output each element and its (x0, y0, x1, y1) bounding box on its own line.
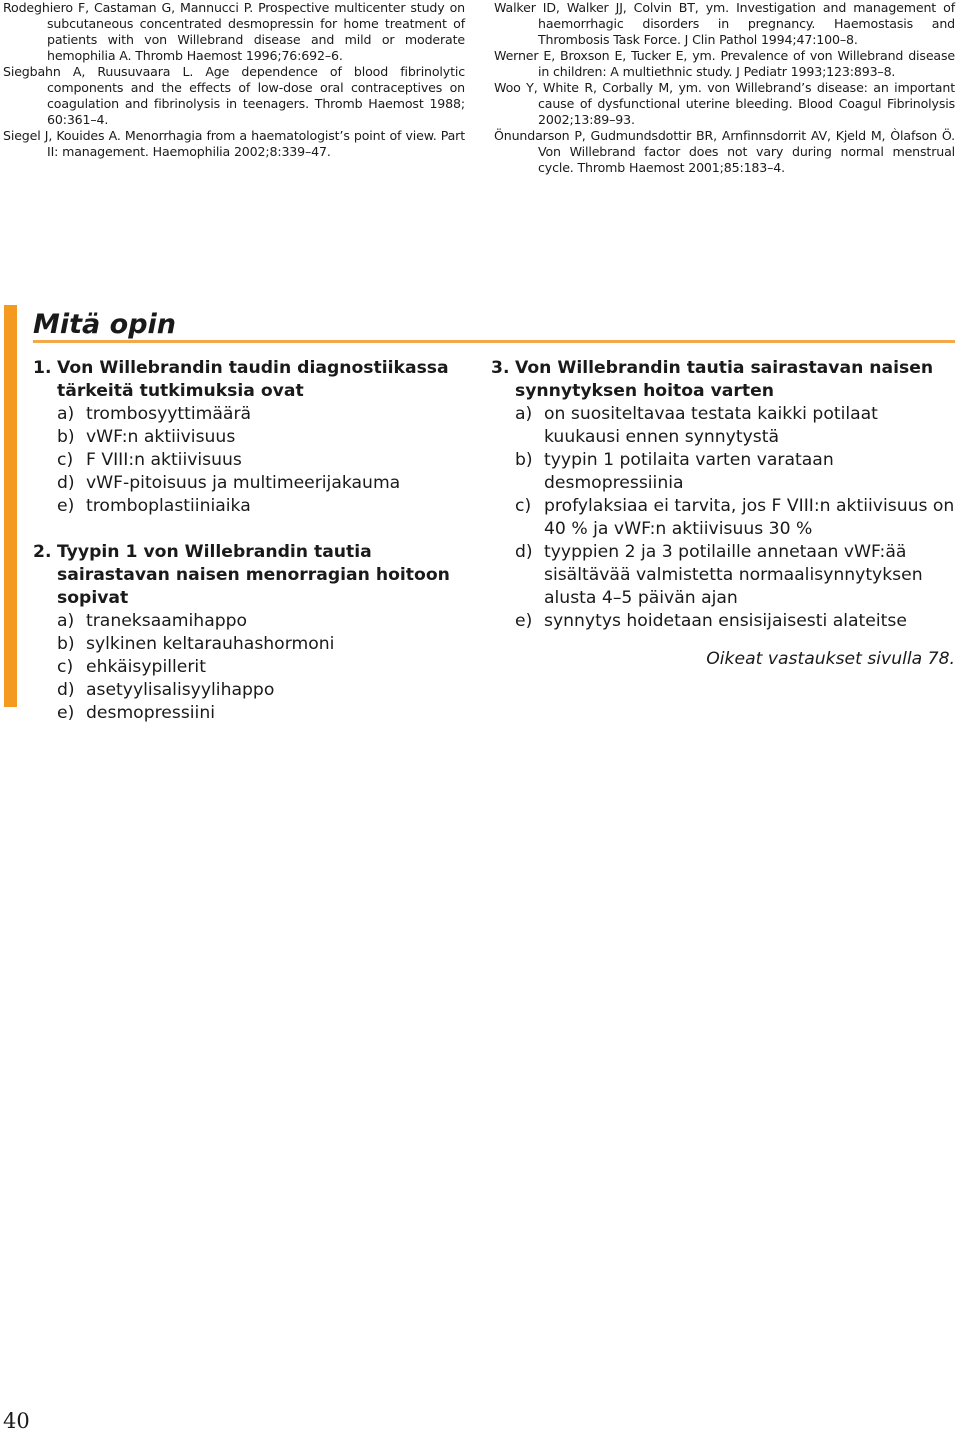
option-text: ehkäisypillerit (86, 657, 206, 677)
question-label: Von Willebrandin taudin diagnostiikassa tärkeitä tutkimuksia ovat (57, 358, 449, 401)
option-text: traneksaamihappo (86, 611, 248, 631)
question-text (33, 357, 463, 403)
quiz-question (33, 357, 463, 518)
quiz-left-column (33, 357, 463, 748)
option-text: on suositeltavaa testata kaikki potilaat kuukausi ennen synnytystä (544, 404, 878, 447)
option-letter: c) (515, 496, 532, 516)
quiz-question (491, 357, 955, 633)
page-number: 40 (3, 1409, 30, 1433)
option-text: desmopressiini (86, 703, 215, 723)
answer-option (491, 495, 955, 541)
answer-option (491, 449, 955, 495)
title-divider (33, 340, 955, 343)
box-title: Mitä opin (33, 309, 177, 340)
answer-option (33, 472, 463, 495)
answers-note: Oikeat vastaukset sivulla 78. (706, 649, 955, 669)
option-text: tromboplastiiniaika (86, 496, 251, 516)
answer-option (491, 541, 955, 610)
answer-option (33, 449, 463, 472)
option-text: vWF:n aktiivisuus (86, 427, 236, 447)
reference-item: Werner E, Broxson E, Tucker E, ym. Prevalence of von Willebrand disease in children: A multiethnic study. J Pediatr 1993;123:893–8. (494, 48, 955, 79)
option-letter: a) (57, 611, 75, 631)
option-text: trombosyyttimäärä (86, 404, 252, 424)
answer-option (33, 702, 463, 725)
answer-option (33, 633, 463, 656)
reference-item: Walker ID, Walker JJ, Colvin BT, ym. Investigation and management of haemorrhagic disorders in pregnancy. Haemostasis and Thrombosis Task Force. J Clin Pathol 1994;47:100–8. (494, 0, 955, 47)
question-number: 3. (491, 358, 510, 378)
option-letter: e) (57, 703, 75, 723)
option-letter: d) (515, 542, 533, 562)
question-text (491, 357, 955, 403)
quiz-right-column (491, 357, 955, 671)
option-letter: c) (57, 450, 74, 470)
answer-option (491, 610, 955, 633)
reference-item: Siegbahn A, Ruusuvaara L. Age dependence of blood fibrinolytic components and the effects of low-dose oral contraceptives on coagulation and fibrinolysis in teenagers. Thromb Haemost 1988; 60:361–4. (3, 64, 465, 127)
option-letter: b) (57, 427, 75, 447)
option-letter: a) (57, 404, 75, 424)
option-letter: d) (57, 473, 75, 493)
references-left-column (3, 0, 465, 160)
option-letter: e) (57, 496, 75, 516)
answer-option (33, 679, 463, 702)
answer-option (491, 403, 955, 449)
option-letter: b) (515, 450, 533, 470)
question-text (33, 541, 463, 610)
quiz-question (33, 541, 463, 725)
question-number: 2. (33, 542, 52, 562)
answer-option (33, 403, 463, 426)
reference-item: Rodeghiero F, Castaman G, Mannucci P. Prospective multicenter study on subcutaneous concentrated desmopressin for home treatment of patients with von Willebrand disease and mild or moderate hemophilia A. Thromb Haemost 1996;76:692–6. (3, 0, 465, 63)
option-text: sylkinen keltarauhashormoni (86, 634, 335, 654)
option-letter: b) (57, 634, 75, 654)
option-text: asetyylisalisyylihappo (86, 680, 275, 700)
references-right-column (494, 0, 955, 176)
answer-option (33, 610, 463, 633)
answer-option (33, 426, 463, 449)
box-accent-bar (4, 305, 17, 707)
question-label: Tyypin 1 von Willebrandin tautia sairastavan naisen menorragian hoitoon sopivat (57, 542, 450, 608)
reference-item: Önundarson P, Gudmundsdottir BR, Arnfinnsdorrit AV, Kjeld M, Òlafson Ö. Von Willebrand factor does not vary during normal menstrual cycle. Thromb Haemost 2001;85:183–4. (494, 128, 955, 175)
option-text: tyypin 1 potilaita varten varataan desmopressiinia (544, 450, 834, 493)
option-letter: c) (57, 657, 74, 677)
reference-item: Siegel J, Kouides A. Menorrhagia from a haematologist’s point of view. Part II: management. Haemophilia 2002;8:339–47. (3, 128, 465, 159)
option-letter: e) (515, 611, 533, 631)
option-text: profylaksiaa ei tarvita, jos F VIII:n aktiivisuus on 40 % ja vWF:n aktiivisuus 30 % (544, 496, 955, 539)
option-letter: d) (57, 680, 75, 700)
question-number: 1. (33, 358, 52, 378)
option-letter: a) (515, 404, 533, 424)
option-text: synnytys hoidetaan ensisijaisesti alateitse (544, 611, 907, 631)
option-text: vWF-pitoisuus ja multimeerijakauma (86, 473, 401, 493)
question-label: Von Willebrandin tautia sairastavan naisen synnytyksen hoitoa varten (515, 358, 934, 401)
option-text: tyyppien 2 ja 3 potilaille annetaan vWF:ää sisältävää valmistetta normaalisynnytyksen alusta 4–5 päivän ajan (544, 542, 923, 608)
reference-item: Woo Y, White R, Corbally M, ym. von Willebrand’s disease: an important cause of dysfunctional uterine bleeding. Blood Coagul Fibrinolysis 2002;13:89–93. (494, 80, 955, 127)
answer-option (33, 495, 463, 518)
answer-option (33, 656, 463, 679)
option-text: F VIII:n aktiivisuus (86, 450, 242, 470)
